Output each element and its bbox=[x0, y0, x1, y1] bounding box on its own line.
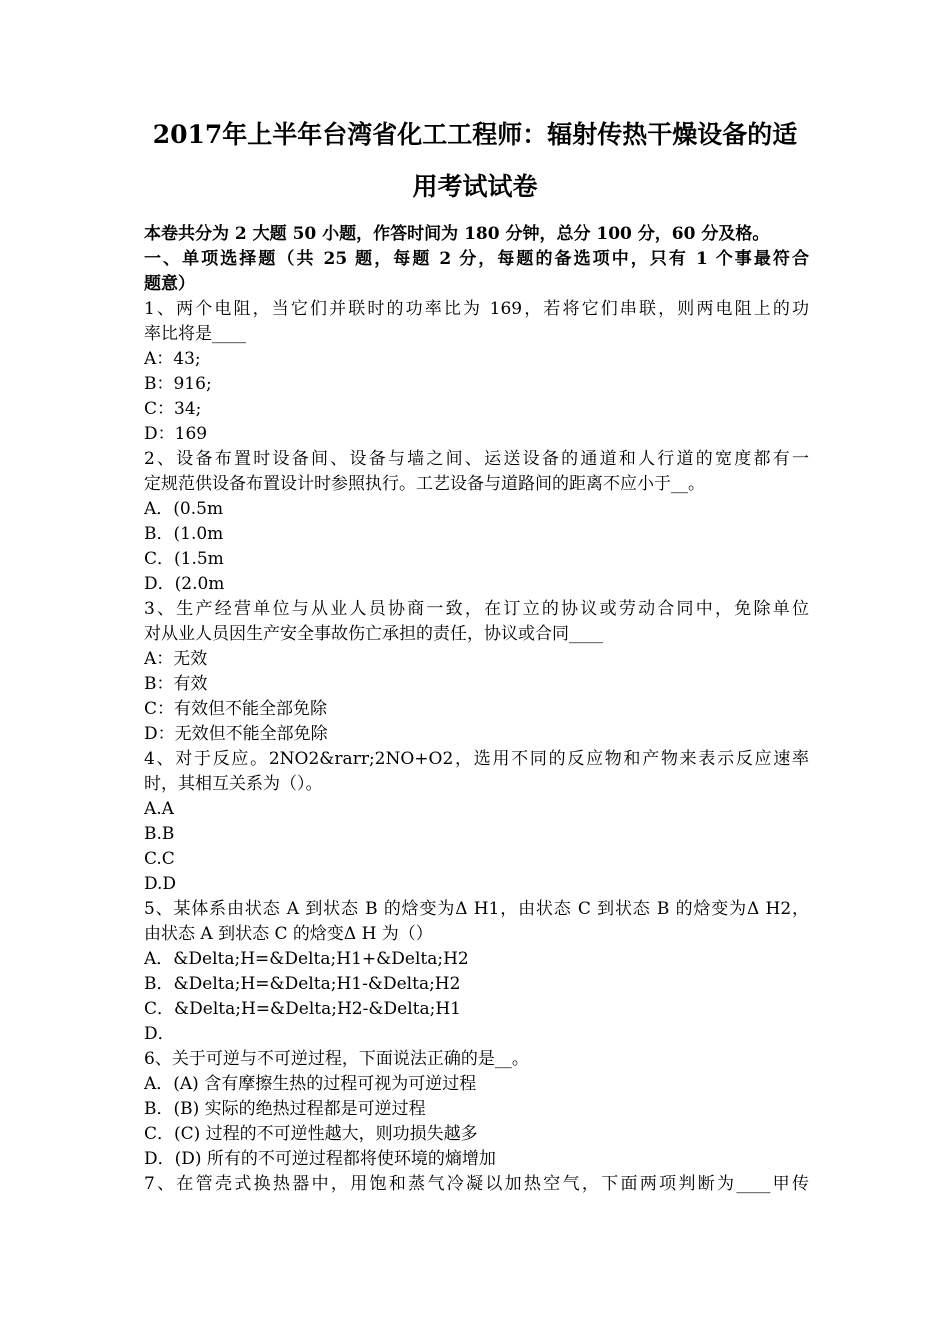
option-c: C：有效但不能全部免除 bbox=[144, 699, 328, 719]
option-d: D：无效但不能全部免除 bbox=[144, 724, 328, 744]
question-4 bbox=[144, 747, 809, 897]
exam-intro: 本卷共分为 2 大题 50 小题，作答时间为 180 分钟，总分 100 分，60 分及格。 bbox=[144, 224, 770, 244]
question-stem-line: 对从业人员因生产安全事故伤亡承担的责任，协议或合同____ bbox=[144, 624, 603, 644]
question-stem-line: 时，其相互关系为（）。 bbox=[144, 774, 323, 794]
question-stem-line: 由状态 A 到状态 C 的焓变Δ H 为（） bbox=[144, 924, 433, 944]
question-stem-line: 3、生产经营单位与从业人员协商一致，在订立的协议或劳动合同中，免除单位 bbox=[144, 599, 809, 619]
question-stem-line: 4、对于反应。2NO2&rarr;2NO+O2，选用不同的反应物和产物来表示反应速率 bbox=[144, 749, 809, 769]
question-1 bbox=[144, 297, 809, 447]
question-stem-line: 率比将是____ bbox=[144, 324, 246, 344]
option-c: C．(C) 过程的不可逆性越大，则功损失越多 bbox=[144, 1124, 478, 1144]
option-d: D.D bbox=[144, 874, 177, 894]
question-6 bbox=[144, 1047, 809, 1172]
option-b: B．&Delta;H=&Delta;H1-&Delta;H2 bbox=[144, 974, 461, 994]
question-stem-line: 7、在管壳式换热器中，用饱和蒸气冷凝以加热空气，下面两项判断为____甲传 bbox=[144, 1174, 809, 1194]
question-stem-line: 定规范供设备布置设计时参照执行。工艺设备与道路间的距离不应小于__。 bbox=[144, 474, 705, 494]
question-3 bbox=[144, 597, 809, 747]
question-stem-line: 1、两个电阻，当它们并联时的功率比为 169，若将它们串联，则两电阻上的功 bbox=[144, 299, 809, 319]
question-stem-line: 2、设备布置时设备间、设备与墙之间、运送设备的通道和人行道的宽度都有一 bbox=[144, 449, 809, 469]
option-a: A．(A) 含有摩擦生热的过程可视为可逆过程 bbox=[144, 1074, 477, 1094]
question-stem-line: 6、关于可逆与不可逆过程，下面说法正确的是__。 bbox=[144, 1049, 529, 1069]
option-c: C．(1.5m bbox=[144, 549, 224, 569]
option-a: A．(0.5m bbox=[144, 499, 224, 519]
document-body bbox=[144, 222, 809, 1197]
option-b: B：916; bbox=[144, 374, 212, 394]
document-title-line-1: 2017年上半年台湾省化工工程师：辐射传热干燥设备的适 bbox=[152, 120, 798, 149]
option-d: D：169 bbox=[144, 424, 208, 444]
question-7 bbox=[144, 1172, 809, 1197]
question-stem-line: 5、某体系由状态 A 到状态 B 的焓变为Δ H1，由状态 C 到状态 B 的焓变为Δ H2， bbox=[144, 899, 809, 919]
option-d: D． bbox=[144, 1024, 175, 1044]
option-b: B．(1.0m bbox=[144, 524, 224, 544]
option-c: C．&Delta;H=&Delta;H2-&Delta;H1 bbox=[144, 999, 461, 1019]
option-d: D．(2.0m bbox=[144, 574, 225, 594]
option-a: A．&Delta;H=&Delta;H1+&Delta;H2 bbox=[144, 949, 469, 969]
option-a: A：无效 bbox=[144, 649, 208, 669]
option-a: A.A bbox=[144, 799, 174, 819]
section-heading-line-1: 一、单项选择题（共 25 题，每题 2 分，每题的备选项中，只有 1 个事最符合 bbox=[144, 249, 809, 269]
option-b: B．(B) 实际的绝热过程都是可逆过程 bbox=[144, 1099, 426, 1119]
option-b: B.B bbox=[144, 824, 175, 844]
document-title-line-2: 用考试试卷 bbox=[412, 172, 538, 201]
option-a: A：43; bbox=[144, 349, 201, 369]
option-c: C：34; bbox=[144, 399, 202, 419]
option-c: C.C bbox=[144, 849, 175, 869]
option-d: D．(D) 所有的不可逆过程都将使环境的熵增加 bbox=[144, 1149, 496, 1169]
option-b: B：有效 bbox=[144, 674, 208, 694]
question-2 bbox=[144, 447, 809, 597]
section-heading-line-2: 题意） bbox=[144, 274, 195, 294]
question-5 bbox=[144, 897, 809, 1047]
